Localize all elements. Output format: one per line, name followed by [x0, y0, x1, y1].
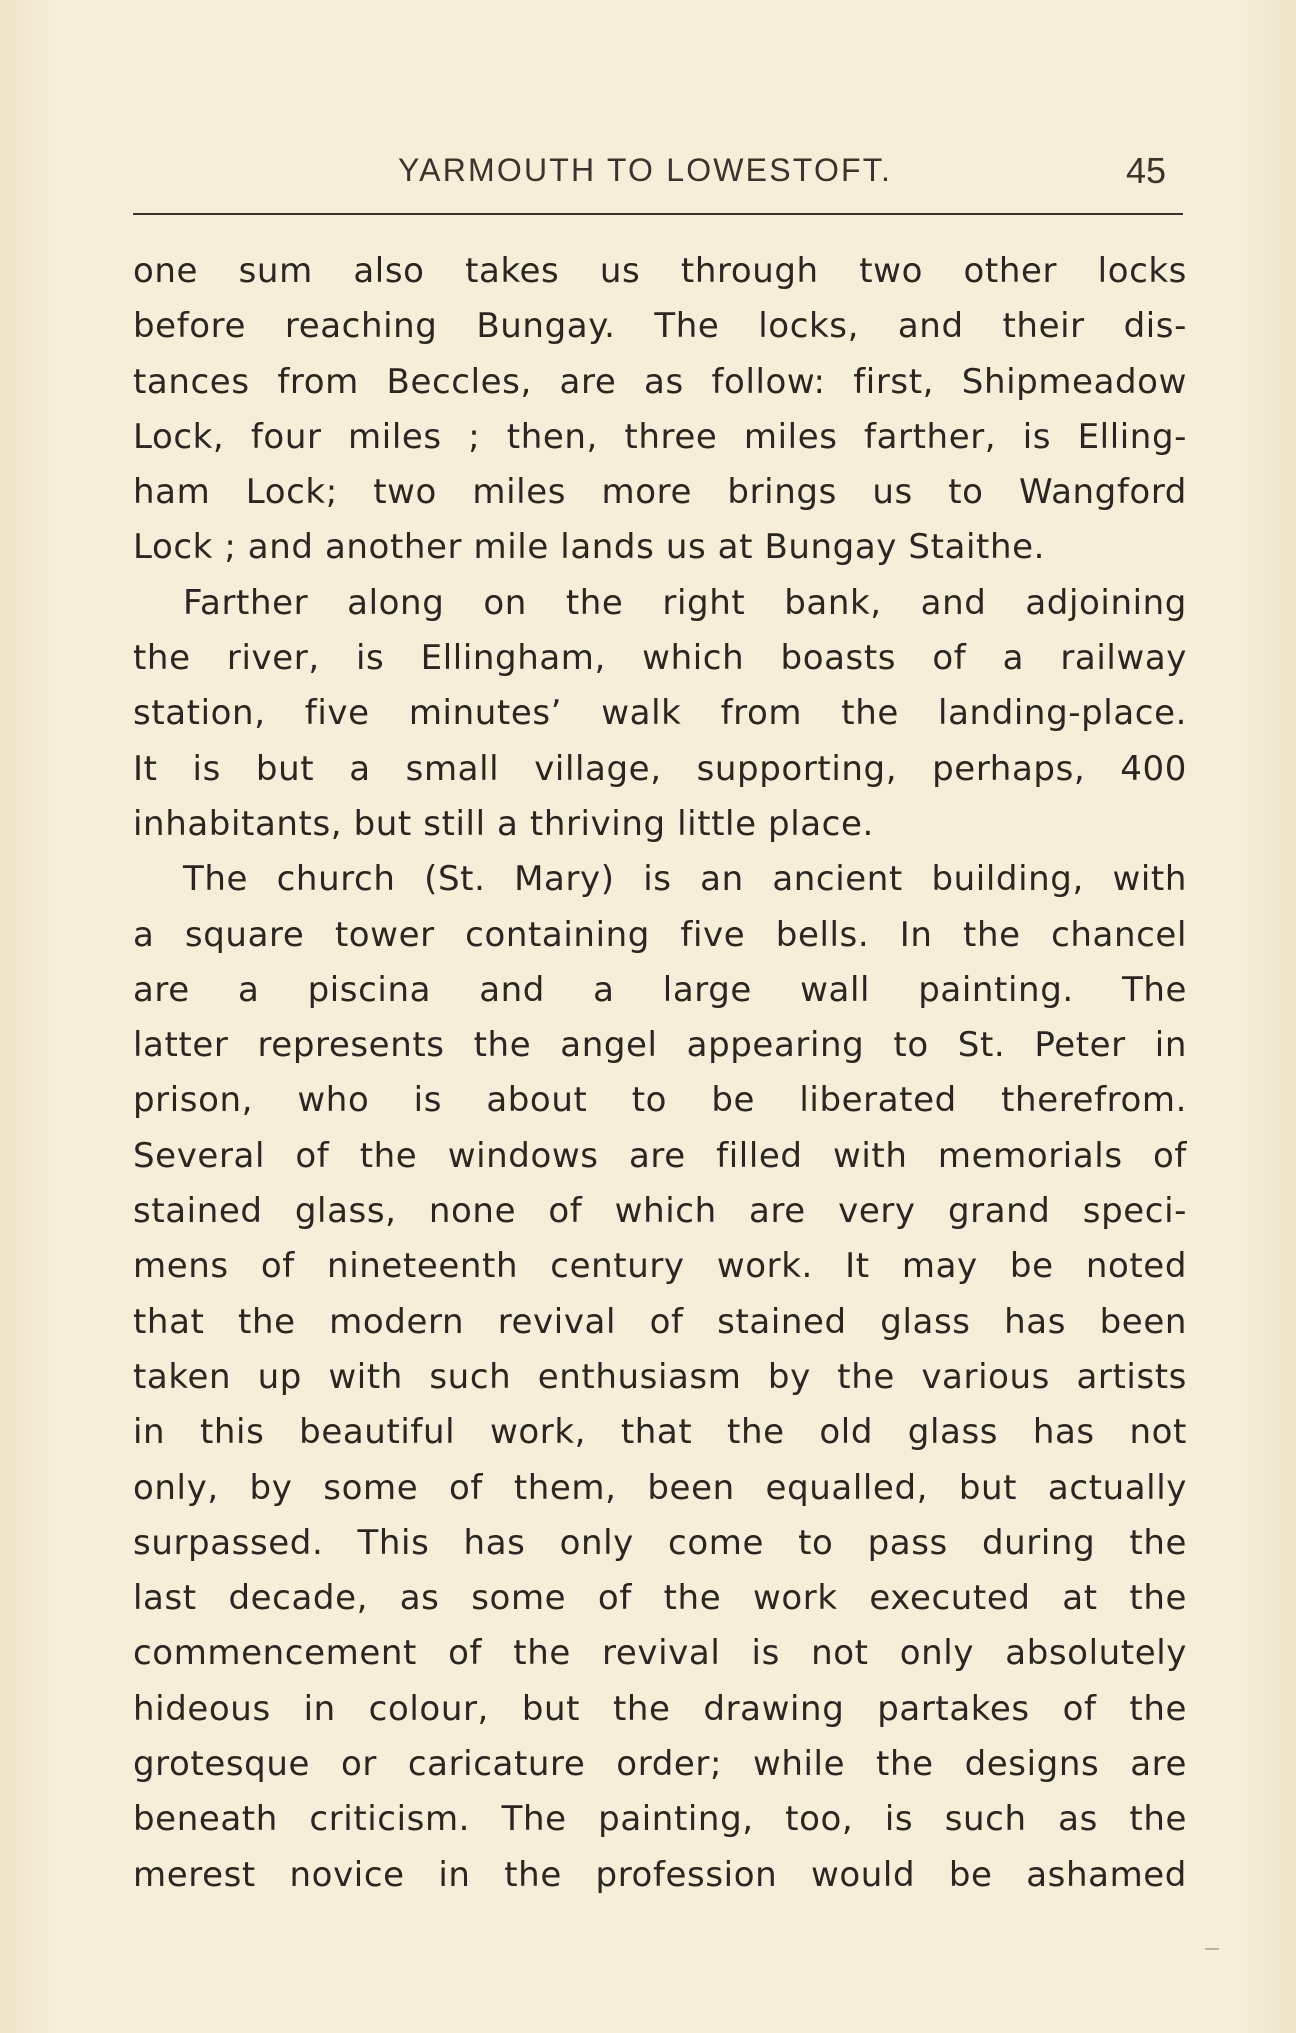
- text-line: inhabitants, but still a thriving little place.: [133, 803, 874, 844]
- page-number: 45: [1126, 150, 1167, 191]
- text-line: station, five minutes’ walk from the landing-place.: [133, 693, 1187, 734]
- text-line: prison, who is about to be liberated therefrom.: [133, 1080, 1187, 1121]
- text-line: stained glass, none of which are very grand speci-: [133, 1191, 1187, 1232]
- header-rule: [133, 213, 1183, 215]
- text-line: in this beautiful work, that the old glass has not: [133, 1412, 1187, 1453]
- text-line: one sum also takes us through two other locks: [133, 251, 1187, 291]
- text-line: Several of the windows are filled with memorials of: [133, 1135, 1187, 1176]
- text-line: latter represents the angel appearing to St. Peter in: [133, 1025, 1187, 1066]
- text-line: are a piscina and a large wall painting. The: [133, 969, 1187, 1010]
- text-line: the river, is Ellingham, which boasts of a railway: [133, 638, 1187, 679]
- text-line: Lock ; and another mile lands us at Bungay Staithe.: [133, 527, 1046, 568]
- text-line: commencement of the revival is not only absolutely: [133, 1633, 1187, 1674]
- text-line: The church (St. Mary) is an ancient building, with: [183, 859, 1187, 900]
- text-line: Lock, four miles ; then, three miles farther, is Elling-: [133, 416, 1187, 457]
- text-line: merest novice in the profession would be ashamed: [133, 1854, 1187, 1895]
- text-line: ham Lock; two miles more brings us to Wangford: [133, 472, 1187, 513]
- text-line: surpassed. This has only come to pass during the: [133, 1522, 1187, 1563]
- body-text: [133, 244, 1187, 1903]
- margin-mark: [1205, 1948, 1219, 1950]
- text-line: hideous in colour, but the drawing partakes of the: [133, 1688, 1187, 1729]
- text-line: taken up with such enthusiasm by the various artists: [133, 1356, 1187, 1397]
- text-line: a square tower containing five bells. In the chancel: [133, 914, 1187, 955]
- running-head: YARMOUTH TO LOWESTOFT.: [398, 152, 893, 188]
- text-line: grotesque or caricature order; while the designs are: [133, 1744, 1187, 1785]
- text-line: only, by some of them, been equalled, but actually: [133, 1467, 1187, 1508]
- text-line: that the modern revival of stained glass has been: [133, 1301, 1187, 1342]
- page-header: [133, 150, 1183, 200]
- text-line: beneath criticism. The painting, too, is such as the: [133, 1799, 1187, 1840]
- text-line: It is but a small village, supporting, perhaps, 400: [133, 748, 1187, 789]
- text-line: tances from Beccles, are as follow: first, Shipmeadow: [133, 361, 1187, 402]
- text-line: before reaching Bungay. The locks, and their dis-: [133, 306, 1187, 347]
- text-line: last decade, as some of the work executed at the: [133, 1578, 1187, 1619]
- text-line: mens of nineteenth century work. It may be noted: [133, 1246, 1187, 1287]
- text-line: Farther along on the right bank, and adjoining: [183, 582, 1187, 623]
